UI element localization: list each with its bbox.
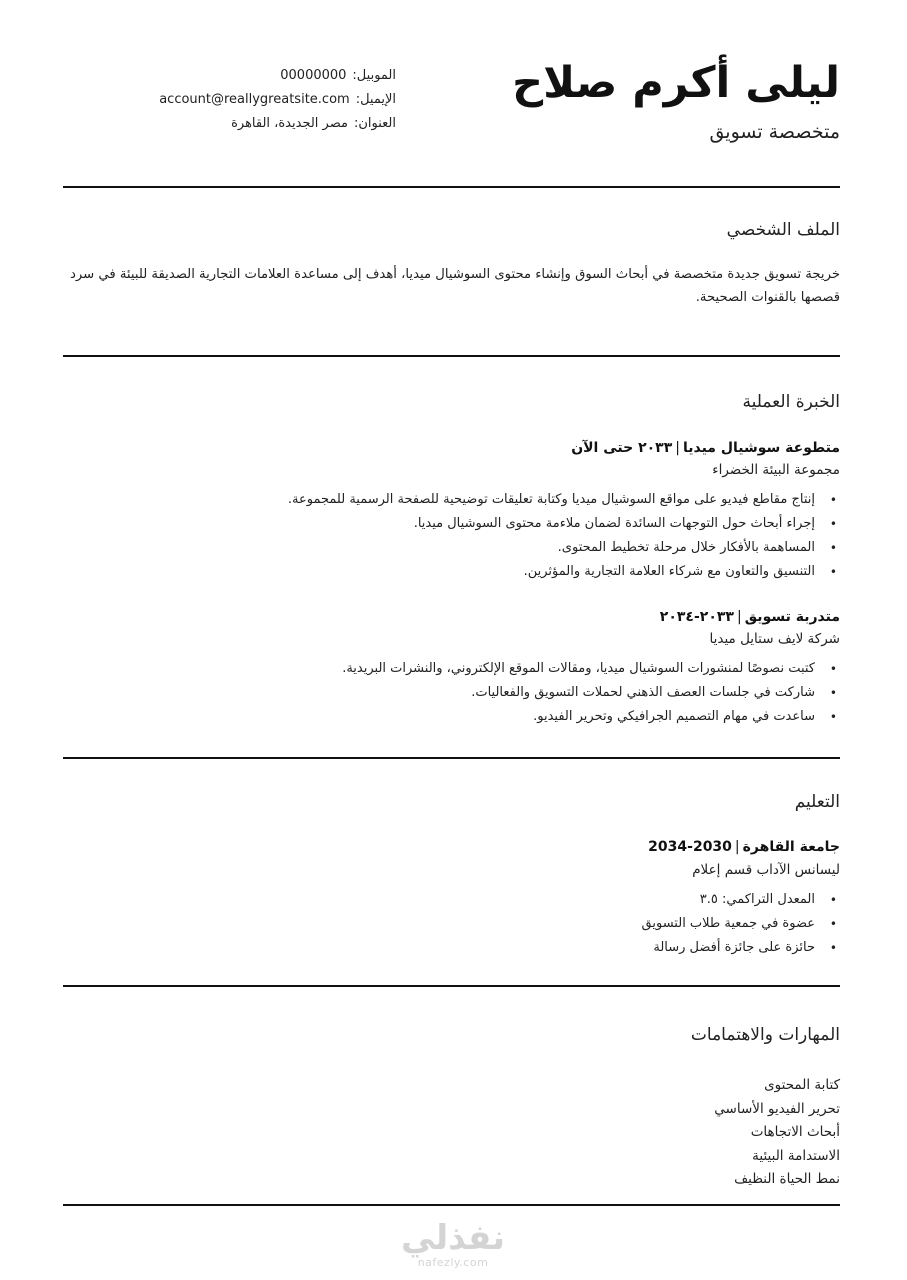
list-item: • شاركت في جلسات العصف الذهني لحملات التسويق والفعاليات. — [342, 681, 840, 705]
contact-address-label: العنوان: — [353, 116, 396, 131]
list-item: أبحاث الاتجاهات — [750, 1124, 840, 1140]
list-item: • كتبت نصوصًا لمنشورات السوشيال ميديا، ومقالات الموقع الإلكتروني، والنشرات البريدية. — [342, 657, 840, 681]
list-item: • عضوة في جمعية طلاب التسويق — [642, 912, 840, 936]
candidate-role: متخصصة تسويق — [709, 121, 840, 143]
skills-list — [714, 1074, 840, 1192]
contact-mobile-value: 00000000 — [280, 68, 347, 83]
job-title-1 — [571, 440, 840, 456]
job-period: ٢٠٣٣-٢٠٣٤ — [659, 609, 734, 625]
list-item: • ساعدت في مهام التصميم الجرافيكي وتحرير الفيديو. — [342, 705, 840, 729]
contact-address — [231, 116, 396, 131]
job-org-2: شركة لايف ستايل ميديا — [709, 631, 840, 647]
watermark-site: nafezly.com — [417, 1256, 489, 1269]
list-item: • حائزة على جائزة أفضل رسالة — [642, 936, 840, 960]
separator: | — [734, 839, 740, 855]
job-title-text: متدربة تسويق — [744, 609, 840, 625]
education-degree: ليسانس الآداب قسم إعلام — [692, 862, 840, 878]
list-item: كتابة المحتوى — [764, 1077, 840, 1093]
contact-address-value: مصر الجديدة، القاهرة — [231, 116, 348, 131]
education-title: التعليم — [794, 792, 840, 812]
separator: | — [736, 609, 742, 625]
experience-title: الخبرة العملية — [742, 392, 840, 412]
job-title-2 — [660, 609, 840, 625]
list-item: • المعدل التراكمي: ٣.٥ — [642, 888, 840, 912]
list-item: • إجراء أبحاث حول التوجهات السائدة لضمان ملاءمة محتوى السوشيال ميديا. — [288, 512, 840, 536]
contact-email-value[interactable]: account@reallygreatsite.com — [159, 92, 350, 107]
list-item: نمط الحياة النظيف — [734, 1171, 840, 1187]
contact-email — [159, 92, 396, 107]
education-school-line — [648, 839, 840, 855]
job-period: ٢٠٣٣ حتى الآن — [571, 440, 673, 456]
candidate-name: ليلى أكرم صلاح — [512, 58, 840, 108]
job-org-1: مجموعة البيئة الخضراء — [712, 462, 840, 478]
education-period: 2030-2034 — [648, 839, 732, 855]
skills-title: المهارات والاهتمامات — [690, 1025, 840, 1045]
watermark — [398, 1220, 508, 1269]
contact-email-label: الإيميل: — [355, 92, 396, 107]
divider — [63, 355, 840, 357]
list-item: • إنتاج مقاطع فيديو على مواقع السوشيال ميديا وكتابة تعليقات توضيحية للصفحة الرسمية للمجموعة. — [288, 488, 840, 512]
job-bullets-1 — [288, 488, 840, 584]
divider — [63, 757, 840, 759]
divider — [63, 186, 840, 188]
education-bullets — [642, 888, 840, 960]
list-item: الاستدامة البيئية — [752, 1147, 840, 1164]
contact-mobile — [280, 68, 396, 83]
contact-mobile-label: الموبيل: — [352, 68, 396, 83]
job-title-text: متطوعة سوشيال ميديا — [682, 440, 840, 456]
profile-text: خريجة تسويق جديدة متخصصة في أبحاث السوق وإنشاء محتوى السوشيال ميديا، أهدف إلى مساعدة العلامات التجارية الصديقة للبيئة في سرد قصصها بالقنوات الصحيحة. — [69, 267, 840, 305]
list-item: تحرير الفيديو الأساسي — [714, 1100, 840, 1117]
list-item: • المساهمة بالأفكار خلال مرحلة تخطيط المحتوى. — [288, 536, 840, 560]
watermark-logo: نفذلي — [400, 1218, 506, 1258]
separator: | — [675, 440, 680, 456]
job-bullets-2 — [342, 657, 840, 729]
list-item: • التنسيق والتعاون مع شركاء العلامة التجارية والمؤثرين. — [288, 560, 840, 584]
profile-title: الملف الشخصي — [726, 220, 840, 240]
school-name: جامعة القاهرة — [742, 839, 840, 855]
divider — [63, 1204, 840, 1206]
divider — [63, 985, 840, 987]
